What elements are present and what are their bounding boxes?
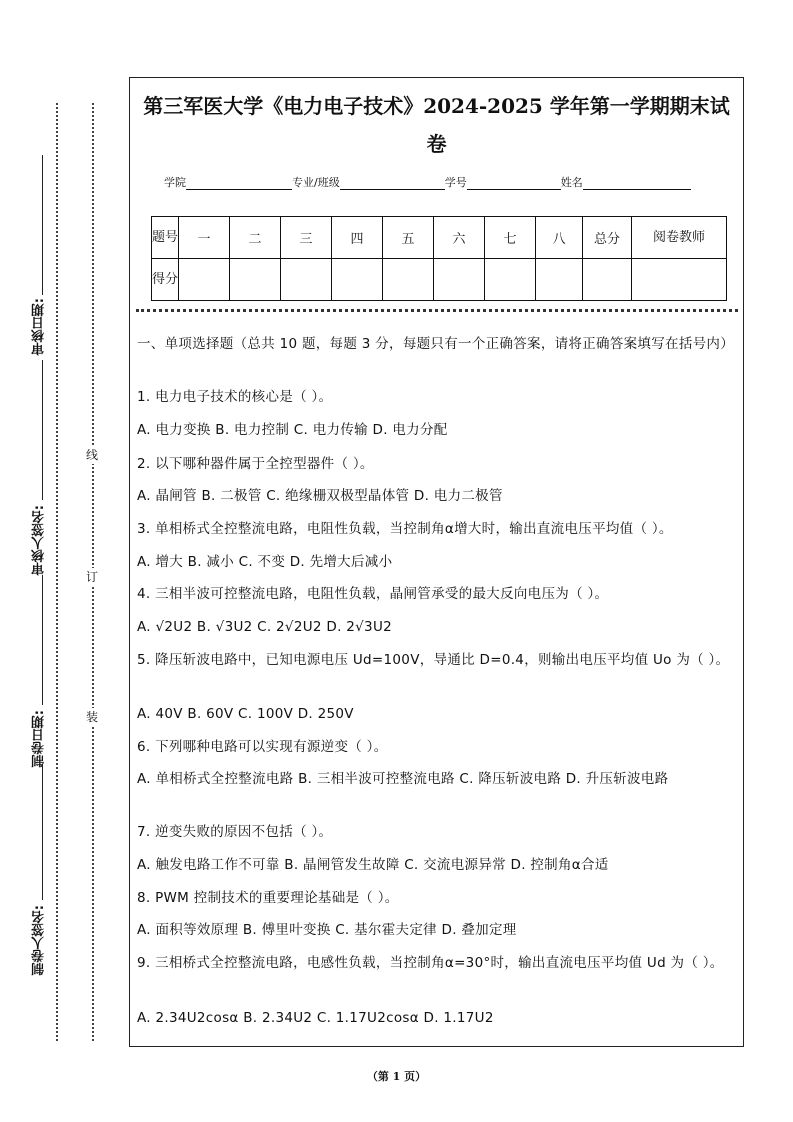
college-field[interactable]: [186, 177, 292, 190]
question-2: 2. 以下哪种器件属于全控型器件（ ）。: [137, 456, 374, 472]
score-cell[interactable]: [485, 259, 536, 301]
reviewer-sign-label: 审核人签名:: [32, 505, 47, 576]
section1-heading: 一、单项选择题（总共 10 题，每题 3 分，每题只有一个正确答案，请将正确答案填写在括号内）: [137, 336, 735, 352]
page-number: （第 1 页）: [366, 1070, 427, 1083]
exam-title-line1: 第三军医大学《电力电子技术》2024-2025 学年第一学期期末试: [143, 94, 730, 118]
score-header-cell: 七: [485, 217, 536, 259]
binding-mark-ding: 订: [86, 570, 99, 584]
question-6: 6. 下列哪种电路可以实现有源逆变（ ）。: [137, 739, 388, 755]
options-3: A. 增大 B. 减小 C. 不变 D. 先增大后减小: [137, 554, 393, 570]
make-date-label: 制卷日期:: [32, 710, 47, 768]
score-cell[interactable]: [383, 259, 434, 301]
question-8: 8. PWM 控制技术的重要理论基础是（ ）。: [137, 890, 399, 906]
score-header-cell: 八: [536, 217, 583, 259]
college-label: 学院: [164, 176, 186, 189]
score-header-cell: 总分: [583, 217, 632, 259]
score-table-score-row: [152, 259, 727, 301]
exam-frame: [129, 77, 744, 1047]
review-date-line: [42, 155, 43, 295]
options-7: A. 触发电路工作不可靠 B. 晶闸管发生故障 C. 交流电源异常 D. 控制角α合适: [137, 857, 609, 873]
options-5: A. 40V B. 60V C. 100V D. 250V: [137, 706, 354, 722]
score-header-cell: 三: [281, 217, 332, 259]
major-class-field[interactable]: [340, 177, 445, 190]
options-4: A. √2U2 B. √3U2 C. 2√2U2 D. 2√3U2: [137, 619, 393, 635]
score-header-cell: 题号: [152, 217, 179, 259]
score-cell[interactable]: [332, 259, 383, 301]
question-7: 7. 逆变失败的原因不包括（ ）。: [137, 824, 333, 840]
student-id-label: 学号: [444, 176, 467, 189]
options-2: A. 晶闸管 B. 二极管 C. 绝缘栅双极型晶体管 D. 电力二极管: [137, 488, 503, 504]
options-6: A. 单相桥式全控整流电路 B. 三相半波可控整流电路 C. 降压斩波电路 D. 升压斩波电路: [137, 771, 669, 787]
score-table-header-row: [152, 217, 727, 259]
maker-sign-label: 制卷人签名:: [32, 905, 47, 976]
student-id-field[interactable]: [467, 177, 561, 190]
major-class-label: 专业/班级: [292, 176, 340, 189]
question-4: 4. 三相半波可控整流电路，电阻性负载，晶闸管承受的最大反向电压为（ ）。: [137, 586, 609, 602]
question-9: 9. 三相桥式全控整流电路，电感性负载，当控制角α=30°时，输出直流电压平均值 Ud 为（ ）。: [137, 955, 724, 971]
score-cell[interactable]: [632, 259, 727, 301]
review-date-label: 审核日期:: [32, 298, 47, 356]
score-header-cell: 二: [230, 217, 281, 259]
question-1: 1. 电力电子技术的核心是（ ）。: [137, 389, 333, 405]
options-9: A. 2.34U2cosα B. 2.34U2 C. 1.17U2cosα D. 1.17U2: [137, 1010, 494, 1026]
score-cell[interactable]: [434, 259, 485, 301]
score-header-cell: 六: [434, 217, 485, 259]
question-3: 3. 单相桥式全控整流电路，电阻性负载，当控制角α增大时，输出直流电压平均值（ ）。: [137, 521, 673, 537]
maker-sign-line: [42, 765, 43, 900]
exam-title-line2: 卷: [426, 132, 447, 156]
score-cell[interactable]: [179, 259, 230, 301]
student-info-row: [164, 174, 691, 190]
score-header-cell: 四: [332, 217, 383, 259]
name-field[interactable]: [583, 177, 691, 190]
score-cell[interactable]: [230, 259, 281, 301]
score-header-cell: 阅卷教师: [632, 217, 727, 259]
reviewer-sign-line: [42, 360, 43, 500]
options-8: A. 面积等效原理 B. 傅里叶变换 C. 基尔霍夫定律 D. 叠加定理: [137, 922, 517, 938]
score-table: [151, 216, 727, 301]
binding-mark-zhuang: 装: [86, 710, 99, 724]
section-separator: [136, 309, 738, 312]
score-row-label: 得分: [152, 259, 179, 301]
score-header-cell: 一: [179, 217, 230, 259]
binding-mark-xian: 线: [86, 448, 99, 462]
name-label: 姓名: [560, 176, 583, 189]
score-cell[interactable]: [536, 259, 583, 301]
options-1: A. 电力变换 B. 电力控制 C. 电力传输 D. 电力分配: [137, 422, 448, 438]
binding-dotted-line-outer: [56, 103, 58, 1041]
make-date-line: [42, 575, 43, 705]
score-cell[interactable]: [281, 259, 332, 301]
question-5: 5. 降压斩波电路中，已知电源电压 Ud=100V，导通比 D=0.4，则输出电压平均值 Uo 为（ ）。: [137, 652, 730, 668]
score-header-cell: 五: [383, 217, 434, 259]
score-cell[interactable]: [583, 259, 632, 301]
